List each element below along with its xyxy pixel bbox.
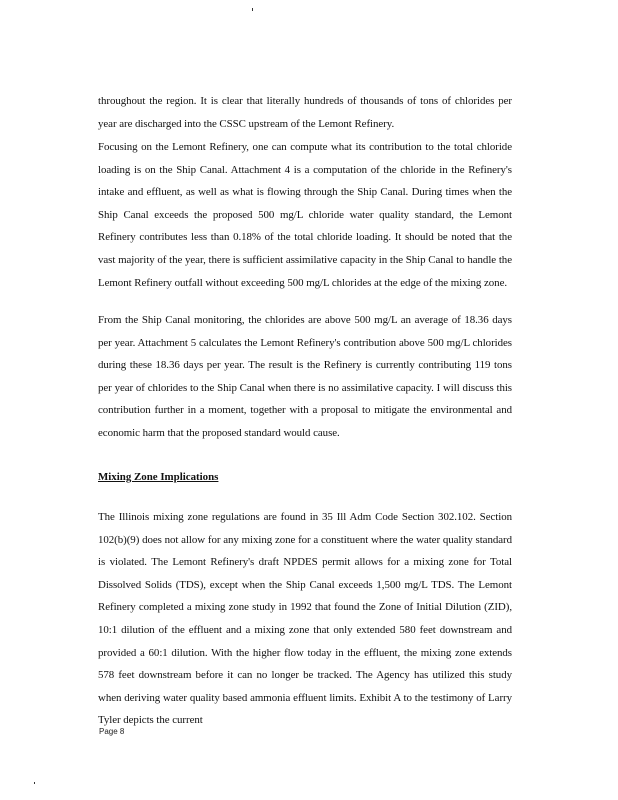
section-heading-mixing-zone: Mixing Zone Implications	[98, 471, 219, 483]
paragraph-mixing-zone-regulations: The Illinois mixing zone regulations are found in 35 Ill Adm Code Section 302.102. Section 102(b)(9) does not allow for any mixing zone for a constituent where the water quality standard is violated. The Lemont Refinery's draft NPDES permit allows for a mixing zone for Total Dissolved Solids (TDS), except when the Ship Canal exceeds 1,500 mg/L TDS. The Lemont Refinery completed a mixing zone study in 1992 that found the Zone of Initial Dilution (ZID), 10:1 dilution of the effluent and a mixing zone that only extended 580 feet downstream and provided a 60:1 dilution. With the higher flow today in the effluent, the mixing zone extends 578 feet downstream before it can no longer be tracked. The Agency has utilized this study when deriving water quality based ammonia effluent limits. Exhibit A to the testimony of Larry Tyler depicts the current	[98, 511, 512, 727]
scan-speck	[34, 782, 35, 784]
paragraph-ship-canal-monitoring: From the Ship Canal monitoring, the chlorides are above 500 mg/L an average of 18.36 days per year. Attachment 5 calculates the Lemont Refinery's contribution above 500 mg/L chlorides during these 18.36 days per year. The result is the Refinery is currently contributing 119 tons per year of chlorides to the Ship Canal when there is no assimilative capacity. I will discuss this contribution further in a moment, together with a proposal to mitigate the environmental and economic harm that the proposed standard would cause.	[98, 314, 512, 439]
page-number: Page 8	[99, 727, 125, 736]
paragraph-refinery-contribution: Focusing on the Lemont Refinery, one can compute what its contribution to the total chloride loading is on the Ship Canal. Attachment 4 is a computation of the chloride in the Refinery's intake and effluent, as well as what is flowing through the Ship Canal. During times when the Ship Canal exceeds the proposed 500 mg/L chloride water quality standard, the Lemont Refinery contributes less than 0.18% of the total chloride loading. It should be noted that the vast majority of the year, there is sufficient assimilative capacity in the Ship Canal to handle the Lemont Refinery outfall without exceeding 500 mg/L chlorides at the edge of the mixing zone.	[98, 141, 512, 289]
paragraph-chloride-discharge: throughout the region. It is clear that literally hundreds of thousands of tons of chlorides per year are discharged into the CSSC upstream of the Lemont Refinery.	[98, 95, 512, 130]
scan-speck	[252, 8, 253, 11]
